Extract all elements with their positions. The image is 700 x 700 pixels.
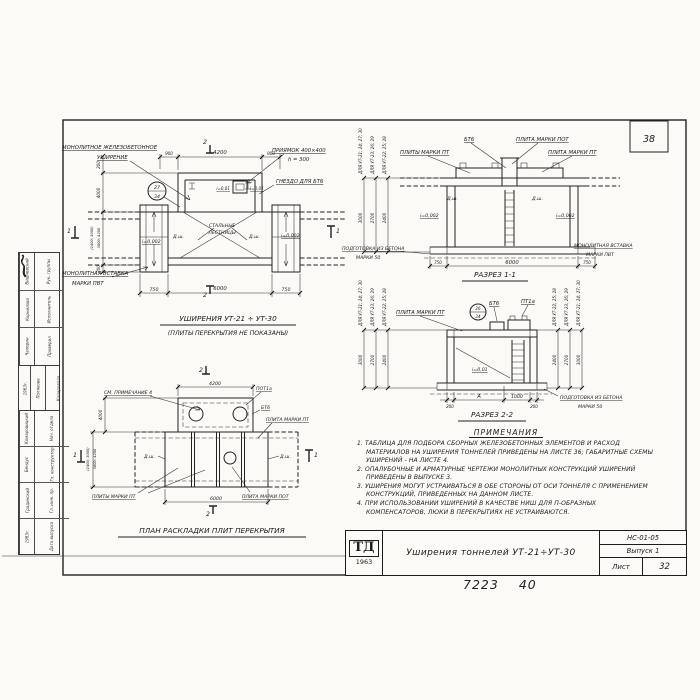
detail-ref-bottom: 34	[154, 195, 160, 200]
svg-text:ДЛЯ УТ-22; 25; 28: ДЛЯ УТ-22; 25; 28	[382, 288, 387, 326]
section1-caption: РАЗРЕЗ 1-1	[474, 270, 516, 279]
label-stairs-1: СТАЛЬНЫЕ	[208, 224, 236, 229]
section-mark-1-left	[67, 226, 79, 238]
plan-dsh-right: Д.ш.	[249, 235, 260, 240]
sheet-number: 32	[659, 561, 670, 572]
approval-stamp	[18, 252, 60, 555]
svg-text:1: 1	[73, 452, 77, 459]
s2-label-bt6: БТ6	[489, 301, 500, 307]
stamp-role: Гл. конструктор	[35, 447, 69, 483]
stamp-name: Бендус	[20, 447, 34, 483]
svg-text:ДЛЯ УТ-22; 25; 28: ДЛЯ УТ-22; 25; 28	[552, 288, 557, 326]
section2-dim-bottom	[440, 386, 544, 409]
note-item-1: 1. ТАБЛИЦА ДЛЯ ПОДБОРА СБОРНЫХ ЖЕЛЕЗОБЕТОННЫХ ЭЛЕМЕНТОВ И РАСХОД МАТЕРИАЛОВ НА УШИРЕНИЯ ТОННЕЛЕЙ ПРИВЕДЕНЫ НА ЛИСТЕ 36; ГАБАРИТНЫЕ СХЕМЫ УШИРЕНИЙ - НА ЛИСТЕ 4.	[357, 440, 653, 465]
stamp-name: Градинский	[20, 483, 34, 519]
issue-number: Выпуск 1	[600, 545, 686, 558]
p2-dsh-left: Д.ш.	[144, 455, 155, 460]
stamp-roles-column	[35, 411, 69, 554]
svg-text:3000: 3000	[576, 354, 581, 366]
svg-text:2400: 2400	[552, 354, 557, 366]
plan2-dim-left	[86, 396, 178, 489]
svg-text:2: 2	[203, 292, 207, 299]
label-socket-bt6: ГНЕЗДО ДЛЯ БТ6	[276, 179, 324, 185]
drawing-title: Уширения тоннелей УТ-21÷УТ-30	[383, 531, 600, 575]
title-block	[345, 530, 687, 576]
svg-text:750: 750	[434, 260, 442, 265]
s2-label-pt1a: ПТ1а	[521, 299, 535, 305]
svg-text:6000: 6000	[210, 497, 222, 502]
stamp-name: Корнилова	[20, 291, 34, 329]
svg-text:ДЛЯ УТ-23; 26; 29: ДЛЯ УТ-23; 26; 29	[370, 136, 375, 174]
section-mark-2-top	[199, 366, 210, 374]
p2-label-pot-bottom: ПЛИТА МАРКИ ПОТ	[242, 495, 289, 500]
stamp-group-copy	[19, 366, 62, 411]
label-insert-2: МАРКИ ПВТ	[72, 281, 104, 287]
s2-slope: i=0,01	[472, 368, 488, 373]
s1-label-prep-2: МАРКИ 50	[356, 256, 381, 261]
archive-number-right: 40	[518, 577, 537, 592]
svg-text:1000: 1000	[511, 395, 523, 400]
stamp-name: Комаровицкий	[20, 411, 34, 447]
section2-dims-right	[537, 280, 584, 390]
notes-block	[357, 428, 655, 517]
svg-text:900: 900	[165, 151, 173, 156]
plan-title: УШИРЕНИЯ УТ-21 ÷ УТ-30	[179, 314, 277, 323]
svg-text:(2400; 3000): (2400; 3000)	[90, 226, 94, 250]
stamp-group-2	[19, 411, 59, 554]
plan-dim-bottom	[138, 274, 302, 297]
section-2-2	[358, 280, 622, 421]
sheet-corner-number: 38	[642, 134, 656, 145]
section-mark-1-right	[305, 450, 318, 462]
stamp-role: Рук. группы	[35, 253, 63, 291]
p2-label-note: СМ. ПРИМЕЧАНИЕ 4	[104, 391, 153, 396]
svg-text:750: 750	[583, 260, 591, 265]
svg-text:2400: 2400	[382, 354, 387, 366]
label-stairs-2: ЛЕСТНИЦЫ	[208, 231, 236, 236]
p2-label-pot1a: ПОТ1а	[256, 387, 272, 392]
stamp-names-column	[20, 411, 35, 554]
svg-text:900: 900	[267, 151, 275, 156]
p2-label-pt-bottom: ПЛИТЫ МАРКИ ПТ	[92, 495, 136, 500]
detail-ref-top: 26	[475, 306, 481, 311]
label-pit-2: h = 300	[288, 157, 310, 163]
svg-text:4200: 4200	[213, 150, 227, 156]
plan2-dim-top	[176, 381, 255, 396]
plan-view-widening	[62, 139, 345, 337]
logo-year: 1963	[355, 557, 373, 566]
label-pit-1: ПРИЯМОК 400×400	[272, 148, 326, 154]
plan-slope-right: i=0,002	[281, 234, 300, 239]
svg-text:ДЛЯ УТ-21; 24; 27; 30: ДЛЯ УТ-21; 24; 27; 30	[576, 280, 581, 326]
archive-number-left: 7223	[463, 577, 499, 592]
stamp-role: Исполнитель	[35, 291, 63, 329]
svg-text:3600; 4200: 3600; 4200	[97, 227, 101, 249]
svg-text:4000: 4000	[98, 409, 103, 421]
stamp-roles-column	[35, 253, 63, 365]
svg-text:2400: 2400	[382, 212, 387, 224]
plan-dim-left	[90, 154, 178, 274]
label-insert-1: МОНОЛИТНАЯ ВСТАВКА	[62, 271, 129, 277]
svg-text:1: 1	[336, 228, 340, 235]
svg-text:ДЛЯ УТ-22; 25; 28: ДЛЯ УТ-22; 25; 28	[382, 136, 387, 174]
s1-label-pt-right: ПЛИТА МАРКИ ПТ	[548, 150, 597, 156]
label-monolithic-widening-1: МОНОЛИТНОЕ ЖЕЛЕЗОБЕТОННОЕ	[62, 145, 158, 151]
svg-text:ДЛЯ УТ-23; 26; 29: ДЛЯ УТ-23; 26; 29	[370, 288, 375, 326]
slab-layout-plan	[73, 366, 318, 537]
p2-label-pt-right: ПЛИТА МАРКИ ПТ	[266, 418, 309, 423]
svg-text:А: А	[477, 394, 481, 400]
svg-text:2: 2	[203, 139, 207, 146]
svg-text:ДЛЯ УТ-23; 26; 29: ДЛЯ УТ-23; 26; 29	[564, 288, 569, 326]
s1-label-bt6: БТ6	[464, 137, 475, 143]
plan2-caption: ПЛАН РАСКЛАДКИ ПЛИТ ПЕРЕКРЫТИЯ	[139, 526, 285, 535]
svg-text:200: 200	[446, 404, 454, 409]
stamp-name: Полякова	[35, 377, 41, 399]
notes-title: ПРИМЕЧАНИЯ	[357, 428, 655, 437]
s1-label-pot: ПЛИТА МАРКИ ПОТ	[516, 137, 569, 143]
svg-text:ДЛЯ УТ-21; 24; 27; 30: ДЛЯ УТ-21; 24; 27; 30	[358, 128, 363, 174]
svg-text:4000: 4000	[96, 187, 101, 199]
document-code: НС-01-05	[600, 531, 686, 545]
svg-text:200: 200	[530, 404, 538, 409]
s1-slope-right: i=0,002	[556, 214, 575, 219]
s2-label-prep-1: ПОДГОТОВКА ИЗ БЕТОНА	[560, 396, 623, 401]
stamp-role: Проверил	[46, 336, 52, 357]
plan-slope-left: i=0,002	[142, 240, 161, 245]
monolithic-insert-left	[140, 205, 168, 272]
detail-ref-bottom: 34	[475, 314, 481, 319]
s2-label-prep-2: МАРКИ 50	[578, 405, 603, 410]
section-mark-2-bottom	[206, 506, 217, 518]
svg-text:200: 200	[96, 265, 101, 273]
pit-slope-left: i=0,01	[216, 186, 230, 191]
plan-subtitle: (ПЛИТЫ ПЕРЕКРЫТИЯ НЕ ПОКАЗАНЫ)	[167, 330, 289, 337]
svg-text:(2400; 3000): (2400; 3000)	[86, 447, 90, 471]
section-mark-1-right	[327, 226, 340, 238]
svg-text:2700: 2700	[370, 212, 375, 224]
svg-text:1: 1	[314, 452, 318, 459]
p2-dsh-right: Д.ш.	[280, 455, 291, 460]
s1-dsh-right: Д.ш.	[532, 197, 543, 202]
section-mark-1-left	[73, 450, 85, 462]
sheet-label: Лист	[600, 558, 643, 575]
logo-td: ТД	[349, 540, 378, 556]
section1-dims-left	[358, 128, 455, 254]
s1-label-pt-left: ПЛИТЫ МАРКИ ПТ	[400, 150, 450, 156]
s1-slope-left: i=0,002	[420, 214, 439, 219]
archive-numbers	[463, 577, 557, 592]
svg-text:2: 2	[199, 367, 203, 374]
section2-dims-left	[358, 280, 447, 390]
stamp-role: Копировала	[56, 375, 62, 401]
stamp-name: 1963г.	[24, 529, 30, 544]
svg-text:750: 750	[281, 288, 291, 293]
label-monolithic-widening-2: УШИРЕНИЕ	[97, 155, 128, 161]
svg-text:750: 750	[149, 288, 159, 293]
note-item-4: 4. ПРИ ИСПОЛЬЗОВАНИИ УШИРЕНИЙ В КАЧЕСТВЕ НИШ ДЛЯ П-ОБРАЗНЫХ КОМПЕНСАТОРОВ, ЛЮКИ В ПЕРЕКРЫТИЯХ НЕ УСТРАИВАЮТСЯ.	[357, 500, 597, 516]
plan-dsh-left: Д.ш.	[173, 235, 184, 240]
svg-text:6000: 6000	[505, 260, 519, 266]
svg-text:6000: 6000	[213, 286, 227, 292]
svg-text:4200: 4200	[209, 382, 221, 387]
svg-text:ДЛЯ УТ-21; 24; 27; 30: ДЛЯ УТ-21; 24; 27; 30	[358, 280, 363, 326]
stamp-year: 1963г.	[22, 381, 27, 395]
s1-label-prep-1: ПОДГОТОВКА ИЗ БЕТОНА	[342, 247, 405, 252]
stamp-name: Вишневский	[20, 253, 34, 291]
svg-text:2700: 2700	[370, 354, 375, 366]
stamp-role: Нач. отдела	[35, 411, 69, 447]
svg-text:1: 1	[67, 228, 71, 235]
section2-caption: РАЗРЕЗ 2-2	[471, 410, 513, 419]
section-1-1	[342, 128, 633, 281]
s1-label-insert-1: МОНОЛИТНАЯ ВСТАВКА	[574, 244, 633, 249]
svg-text:2700: 2700	[564, 354, 569, 366]
svg-text:200: 200	[96, 161, 101, 169]
s1-dsh-left: Д.ш.	[447, 197, 458, 202]
stamp-role: Дата выпуска	[49, 521, 55, 552]
svg-text:3000: 3000	[358, 354, 363, 366]
note-item-3: 3. УШИРЕНИЯ МОГУТ УСТРАИВАТЬСЯ В ОБЕ СТОРОНЫ ОТ ОСИ ТОННЕЛЯ С ПРИМЕНЕНИЕМ КОНСТРУКЦИЙ, ПРИВЕДЕННЫХ НА ДАННОМ ЛИСТЕ.	[357, 482, 648, 499]
stamp-role: Гл. инж. пр.	[35, 483, 69, 519]
svg-text:2: 2	[206, 511, 210, 518]
pit-slope-right: i=0,01	[250, 186, 264, 191]
stamp-name: Чалерин	[24, 337, 30, 356]
p2-label-bt6: БТ6	[261, 406, 271, 411]
ladder	[512, 340, 524, 383]
svg-text:3000: 3000	[358, 212, 363, 224]
s1-label-insert-2: МАРКИ ПВТ	[586, 253, 615, 258]
plan-dim-top	[158, 150, 282, 170]
ladder	[505, 190, 514, 246]
organization-logo	[346, 531, 383, 575]
s2-label-pt: ПЛИТА МАРКИ ПТ	[396, 310, 445, 316]
detail-ref-top: 27	[154, 186, 160, 191]
note-item-2: 2. ОПАЛУБОЧНЫЕ И АРМАТУРНЫЕ ЧЕРТЕЖИ МОНОЛИТНЫХ КОНСТРУКЦИЙ УШИРЕНИЙ ПРИВЕДЕНЫ В ВЫПУСКЕ 3.	[357, 465, 636, 482]
svg-text:3600; 4200: 3600; 4200	[93, 448, 97, 470]
